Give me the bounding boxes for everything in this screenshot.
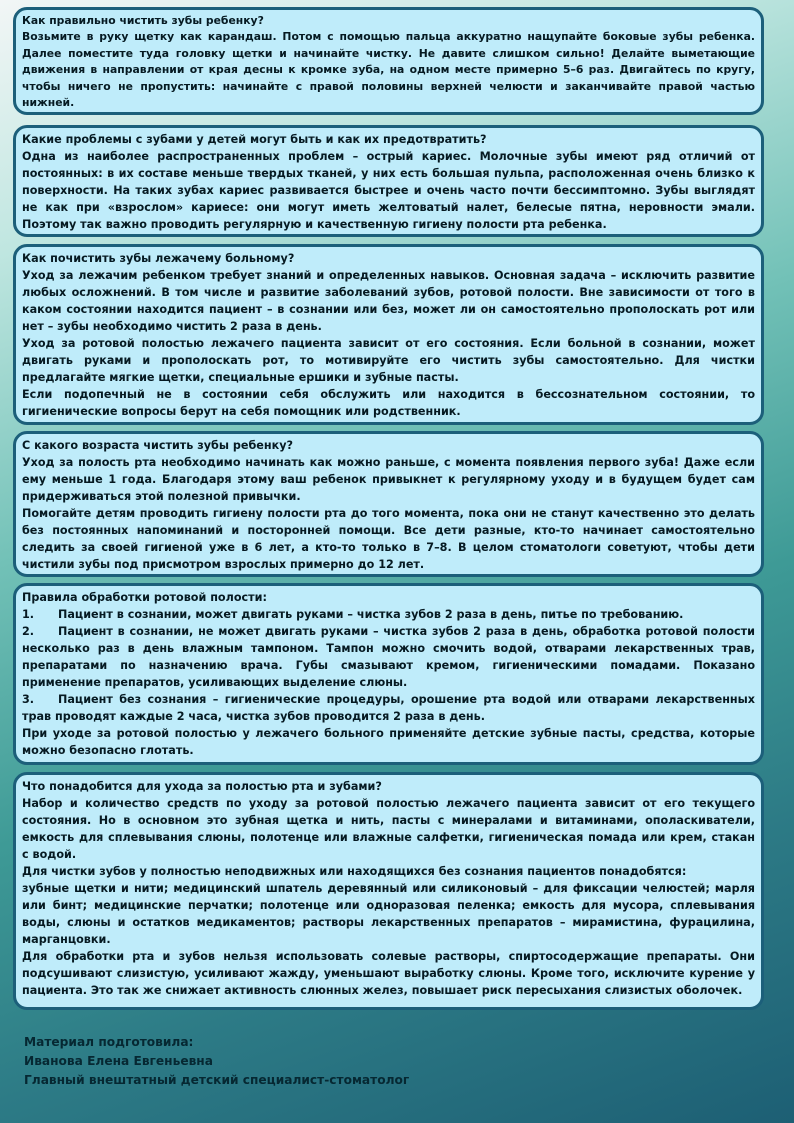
section-supplies-needed (13, 772, 764, 1010)
rule-item (22, 691, 755, 725)
rule-text: Пациент без сознания – гигиенические процедуры, орошение рта водой или отварами лекарственных трав проводят каждые 2 часа, чистка зубов проводится 2 раза в день. (22, 693, 755, 723)
credit-label: Материал подготовила: (24, 1035, 194, 1049)
section-title: Правила обработки ротовой полости: (22, 591, 267, 604)
section-bedridden-patient (13, 244, 764, 425)
section-oral-care-rules (13, 583, 764, 765)
rule-text: Пациент в сознании, может двигать руками – чистка зубов 2 раза в день, питье по требованию. (58, 608, 684, 621)
author-name: Иванова Елена Евгеньевна (24, 1054, 213, 1068)
section-paragraph: Для обработки рта и зубов нельзя использовать солевые растворы, спиртосодержащие препараты. Они подсушивают слизистую, усиливают жажду, уменьшают выработку слюны. Кроме того, исключите курение у пациента. Это так же снижает активность слюнных желез, повышает риск пересыхания слизистых оболочек. (22, 950, 755, 997)
section-paragraph: зубные щетки и нити; медицинский шпатель деревянный или силиконовый – для фиксации челюстей; марля или бинт; медицинские перчатки; полотенце или одноразовая пеленка; емкость для мусора, сплевывания воды, слюны и остатков медикаментов; растворы лекарственных препаратов – мирамистина, фурацилина, марганцовки. (22, 882, 755, 946)
section-paragraph: Набор и количество средств по уходу за ротовой полостью лежачего пациента зависит от его текущего состояния. Но в основном это зубная щетка и нить, пасты с минералами и витаминами, ополаскиватели, емкость для сплевывания слюны, полотенце или влажные салфетки, гигиеническая помада или крем, стакан с водой. (22, 797, 755, 861)
section-title: Какие проблемы с зубами у детей могут быть и как их предотвратить? (22, 133, 487, 146)
rule-item (22, 623, 755, 691)
section-paragraph: Если подопечный не в состоянии себя обслужить или находится в бессознательном состоянии, то гигиенические вопросы берут на себя помощник или родственник. (22, 388, 755, 418)
section-paragraph: Уход за полость рта необходимо начинать как можно раньше, с момента появления первого зуба! Даже если ему меньше 1 года. Благодаря этому ваш ребенок привыкнет к регулярному уходу и в будущем будет сам придерживаться этой полезной привычки. (22, 456, 755, 503)
rule-number: 3. (22, 693, 35, 706)
author-credit (24, 1033, 409, 1090)
section-how-to-brush (13, 7, 764, 115)
section-starting-age (13, 431, 764, 577)
section-paragraph: Уход за лежачим ребенком требует знаний и определенных навыков. Основная задача – исключить развитие любых осложнений. В том числе и развитие заболеваний зубов, ротовой полости. Вне зависимости от того в каком состоянии находится пациент – в сознании или без, может ли он самостоятельно прополоскать рот или нет – зубы необходимо чистить 2 раза в день. (22, 269, 755, 333)
rule-text: Пациент в сознании, не может двигать руками – чистка зубов 2 раза в день, обработка ротовой полости несколько раз в день влажным тампоном. Тампон можно смочить водой, отварами лекарственных трав, препаратами по назначению врача. Губы смазывают кремом, гигиеническими помадами. Показано применение препаратов, усиливающих выделение слюны. (22, 625, 755, 689)
section-paragraph: Уход за ротовой полостью лежачего пациента зависит от его состояния. Если больной в сознании, может двигать руками и прополоскать рот, то мотивируйте его чистить зубы самостоятельно. Для чистки предлагайте мягкие щетки, специальные ершики и зубные пасты. (22, 337, 755, 384)
section-paragraph: Помогайте детям проводить гигиену полости рта до того момента, пока они не станут качественно это делать без постоянных напоминаний и посторонней помощи. Все дети разные, кто-то начинает самостоятельно следить за своей гигиеной уже в 6 лет, а кто-то только в 7–8. В целом стоматологи советуют, чтобы дети чистили зубы под присмотром взрослых примерно до 12 лет. (22, 507, 755, 571)
section-dental-problems (13, 125, 764, 237)
section-title: Как правильно чистить зубы ребенку? (22, 14, 264, 27)
section-title: Что понадобится для ухода за полостью рта и зубами? (22, 780, 382, 793)
section-paragraph: Одна из наиболее распространенных проблем – острый кариес. Молочные зубы имеют ряд отличий от постоянных: в их составе меньше твердых тканей, у них есть большая пульпа, расположенная очень близко к поверхности. На таких зубах кариес развивается быстрее и очень часто почти бессимптомно. Зубы выглядят не как при «взрослом» кариесе: они могут иметь желтоватый налет, белесые пятна, неровности эмали. Поэтому так важно проводить регулярную и качественную гигиену полости рта ребенка. (22, 150, 755, 231)
rule-item (22, 606, 755, 623)
author-position: Главный внештатный детский специалист-стоматолог (24, 1073, 410, 1087)
section-title: С какого возраста чистить зубы ребенку? (22, 439, 293, 452)
section-paragraph: При уходе за ротовой полостью у лежачего больного применяйте детские зубные пасты, средства, которые можно безопасно глотать. (22, 727, 755, 757)
section-title: Как почистить зубы лежачему больному? (22, 252, 295, 265)
rule-number: 2. (22, 625, 35, 638)
section-paragraph: Для чистки зубов у полностью неподвижных или находящихся без сознания пациентов понадобятся: (22, 865, 687, 878)
rule-number: 1. (22, 608, 35, 621)
section-paragraph: Возьмите в руку щетку как карандаш. Потом с помощью пальца аккуратно нащупайте боковые зубы ребенка. Далее поместите туда головку щетки и начинайте чистку. Не давите слишком сильно! Делайте выметающие движения в направлении от края десны к кромке зуба, на одном месте примерно 5–6 раз. Двигайтесь по кругу, чтобы ничего не пропустить: начинайте с правой половины верхней челюсти и заканчивайте правой частью нижней. (22, 30, 755, 110)
